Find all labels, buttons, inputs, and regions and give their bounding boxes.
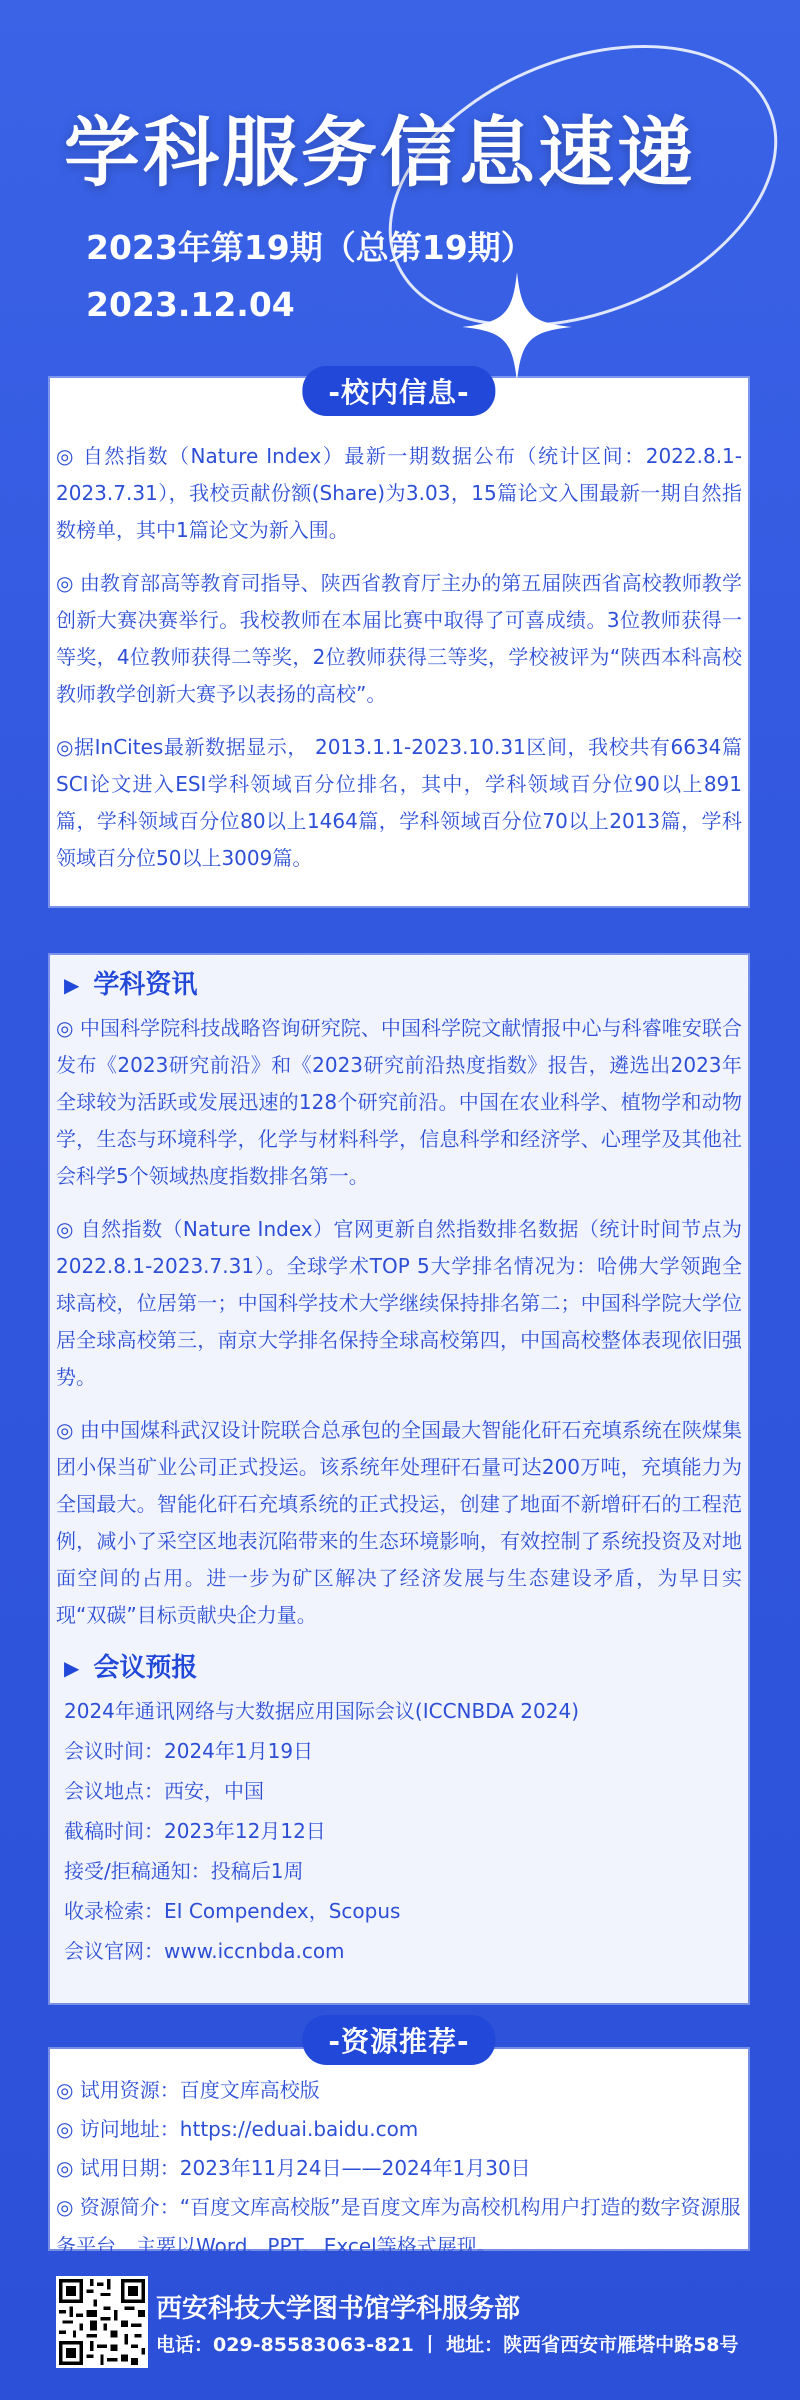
page-title: 学科服务信息速递	[64, 108, 696, 197]
triangle-bullet-icon: ▶	[64, 973, 80, 997]
resource-name: ◎ 试用资源：百度文库高校版	[56, 2078, 320, 2102]
conference-date: 会议时间：2024年1月19日	[64, 1739, 314, 1763]
conference-location: 会议地点：西安，中国	[64, 1779, 264, 1803]
footer	[56, 2276, 756, 2370]
discipline-news-heading	[64, 967, 742, 1004]
issue-number: 2023年第19期（总第19期）	[86, 228, 534, 267]
news-item: ◎ 由中国煤科武汉设计院联合总承包的全国最大智能化矸石充填系统在陕煤集团小保当矿业公司正式投运。该系统年处理矸石量可达200万吨，充填能力为全国最大。智能化矸石充填系统的正式投运，创建了地面不新增矸石的工程范例，减小了采空区地表沉陷带来的生态环境影响，有效控制了系统投资及对地面空间的占用。进一步为矿区解决了经济发展与生态建设矛盾，为早日实现“双碳”目标贡献央企力量。	[56, 1418, 742, 1627]
news-item: ◎ 自然指数（Nature Index）官网更新自然指数排名数据（统计时间节点为2022.8.1-2023.7.31）。全球学术TOP 5大学排名情况为：哈佛大学领跑全球高校，位居第一；中国科学技术大学继续保持排名第二；中国科学院大学位居全球高校第三，南京大学排名保持全球高校第四，中国高校整体表现依旧强势。	[56, 1217, 742, 1389]
news-item: ◎ 中国科学院科技战略咨询研究院、中国科学院文献情报中心与科睿唯安联合发布《2023研究前沿》和《2023研究前沿热度指数》报告，遴选出2023年全球较为活跃或发展迅速的128个研究前沿。中国在农业科学、植物学和动物学，生态与环境科学，化学与材料科学，信息科学和经济学、心理学及其他社会科学5个领域热度指数排名第一。	[56, 1016, 742, 1188]
campus-item: ◎据InCites最新数据显示， 2013.1.1-2023.10.31区间，我校共有6634篇SCI论文进入ESI学科领域百分位排名，其中，学科领域百分位90以上891篇，学科领域百分位80以上1464篇，学科领域百分位70以上2013篇，学科领域百分位50以上3009篇。	[56, 735, 742, 870]
triangle-bullet-icon: ▶	[64, 1656, 80, 1680]
resource-description: ◎ 资源简介：“百度文库高校版”是百度文库为高校机构用户打造的数字资源服务平台，主要以Word、PPT、Excel等格式展现。	[56, 2195, 741, 2258]
conference-indexing: 收录检索：EI Compendex，Scopus	[64, 1899, 401, 1923]
conference-notification: 接受/拒稿通知：投稿后1周	[64, 1859, 304, 1883]
campus-news-panel	[50, 378, 748, 906]
conference-name: 2024年通讯网络与大数据应用国际会议(ICCNBDA 2024)	[64, 1699, 579, 1723]
qr-code-icon[interactable]	[56, 2276, 148, 2368]
resource-recommend-heading: -资源推荐-	[302, 2015, 495, 2065]
discipline-news-heading-label: 学科资讯	[93, 970, 198, 1000]
conference-heading	[64, 1650, 742, 1687]
conference-website[interactable]: 会议官网：www.iccnbda.com	[64, 1939, 345, 1963]
resource-trial-date: ◎ 试用日期：2023年11月24日——2024年1月30日	[56, 2156, 531, 2180]
conference-deadline: 截稿时间：2023年12月12日	[64, 1819, 326, 1843]
resource-recommend-panel	[50, 2025, 748, 2258]
campus-item: ◎ 自然指数（Nature Index）最新一期数据公布（统计区间：2022.8.1-2023.7.31），我校贡献份额(Share)为3.03，15篇论文入围最新一期自然指数榜单，其中1篇论文为新入围。	[56, 444, 742, 542]
issue-date: 2023.12.04	[86, 285, 295, 324]
resource-url[interactable]: ◎ 访问地址：https://eduai.baidu.com	[56, 2117, 419, 2141]
campus-news-heading: -校内信息-	[302, 366, 495, 416]
campus-item: ◎ 由教育部高等教育司指导、陕西省教育厅主办的第五届陕西省高校教师教学创新大赛决赛举行。我校教师在本届比赛中取得了可喜成绩。3位教师获得一等奖，4位教师获得二等奖，2位教师获得三等奖，学校被评为“陕西本科高校教师教学创新大赛予以表扬的高校”。	[56, 571, 742, 706]
organization-name: 西安科技大学图书馆学科服务部	[156, 2294, 521, 2324]
sparkle-star-icon	[462, 272, 572, 382]
conference-heading-label: 会议预报	[93, 1653, 198, 1683]
discipline-news-panel	[50, 955, 748, 2003]
contact-info: 电话：029-85583063-821 丨 地址：陕西省西安市雁塔中路58号	[156, 2334, 739, 2356]
